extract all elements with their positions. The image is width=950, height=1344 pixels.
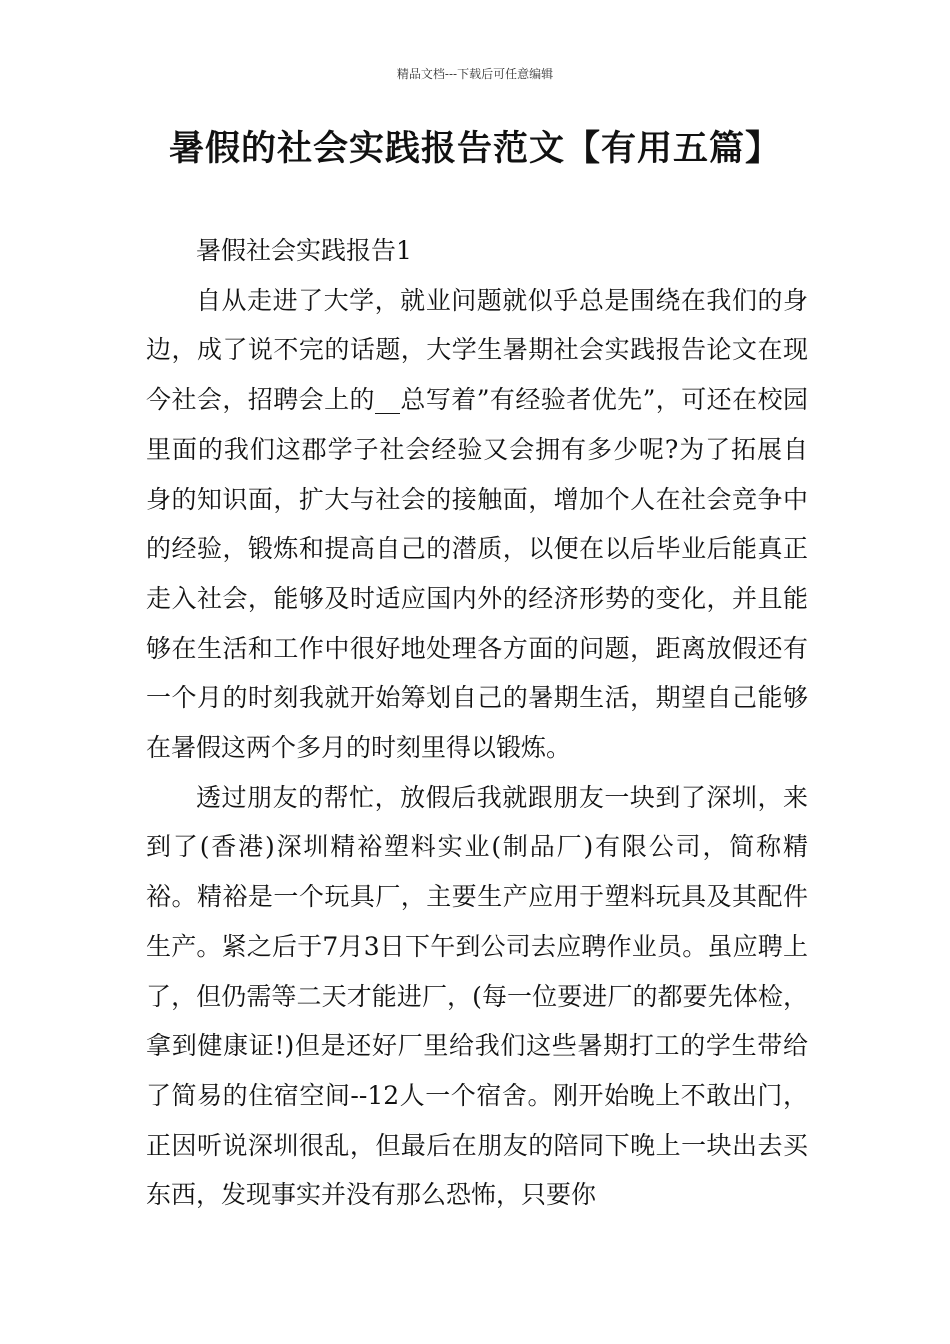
- header-note: 精品文档---下载后可任意编辑: [396, 67, 554, 81]
- document-body: [146, 226, 808, 1220]
- body-paragraph: 透过朋友的帮忙，放假后我就跟朋友一块到了深圳，来到了(香港)深圳精裕塑料实业(制品厂)有限公司，简称精裕。精裕是一个玩具厂，主要生产应用于塑料玩具及其配件生产。紧之后于7月3日下午到公司去应聘作业员。虽应聘上了，但仍需等二天才能进厂，(每一位要进厂的都要先体检，拿到健康证!)但是还好厂里给我们这些暑期打工的学生带给了简易的住宿空间--12人一个宿舍。刚开始晚上不敢出门，正因听说深圳很乱，但最后在朋友的陪同下晚上一块出去买东西，发现事实并没有那么恐怖，只要你: [146, 782, 808, 1210]
- document-title: 暑假的社会实践报告范文【有用五篇】: [168, 129, 781, 169]
- section-heading: 暑假社会实践报告1: [196, 236, 412, 265]
- body-paragraph: 自从走进了大学，就业问题就似乎总是围绕在我们的身边，成了说不完的话题，大学生暑期社会实践报告论文在现今社会，招聘会上的__总写着”有经验者优先”，可还在校园里面的我们这郡学子社会经验又会拥有多少呢?为了拓展自身的知识面，扩大与社会的接触面，增加个人在社会竞争中的经验，锻炼和提高自己的潜质，以便在以后毕业后能真正走入社会，能够及时适应国内外的经济形势的变化，并且能够在生活和工作中很好地处理各方面的问题，距离放假还有一个月的时刻我就开始筹划自己的暑期生活，期望自己能够在暑假这两个多月的时刻里得以锻炼。: [146, 285, 808, 763]
